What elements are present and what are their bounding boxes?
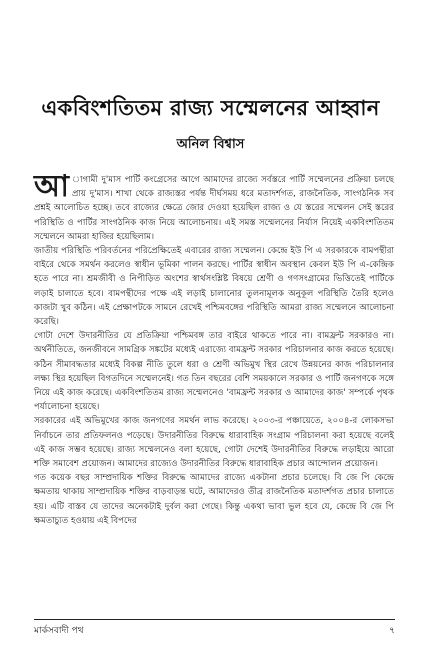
- paragraph: জাতীয় পরিস্থিতি পরিবর্তনের পরিপ্রেক্ষিতেই এবারের রাজ্য সম্মেলন। কেন্দ্রে ইউ পি এ সরকারকে বামপন্থীরা বাইরে থেকে সমর্থন করলেও স্বাধীন ভূমিকা পালন করছে। পার্টির স্বাধীন অবস্থান কেবল ইউ পি এ-কেন্দ্রিক হতে পারে না। শ্রমজীবী ও নিপীড়িত অংশের স্বার্থসংশ্লিষ্ট বিষয়ে শ্রেণী ও গণসংগ্রামের ভিত্তিতেই পার্টিকে লড়াই চালাতে হবে। বামপন্থীদের পক্ষে এই লড়াই চালানোর তুলনামূলক অনুকূল পরিস্থিতি তৈরি হলেও কাজটা খুব কঠিন। এই প্রেক্ষাপটকে সামনে রেখেই পশ্চিমবঙ্গের পরিস্থিতি আমরা রাজ্য সম্মেলনে আলোচনা করেছি।: [34, 246, 394, 328]
- author-name: অনিল বিশ্বাস: [176, 137, 245, 152]
- journal-name: মার্কসবাদী পথ: [34, 626, 84, 636]
- paragraph: [34, 169, 394, 244]
- paragraph: গোটা দেশে উদারনীতির যে প্রতিক্রিয়া পশ্চিমবঙ্গ তার বাইরে থাকতে পারে না। বামফ্রন্ট সরকারও না। অর্থনীতিতে, জনজীবনে সামগ্রিক সঙ্কটের মধ্যেই এরাজ্যে বামফ্রন্ট সরকার পরিচালনার কাজ করতে হয়েছে। কঠিন সীমাবদ্ধতার মধ্যেই বিকল্প নীতি তুলে ধরা ও শ্রেণী অভিমুখ স্থির রেখে উন্নয়নের কাজ পরিচালনার লক্ষ্য স্থির হয়েছিল বিগতদিনে সম্মেলনেই। গত তিন বছরের বেশি সময়কালে সরকার ও পার্টি জনগণকে সঙ্গে নিয়ে এই কাজ করেছে। একবিংশতিতম রাজ্য সম্মেলনেও 'বামফ্রন্ট সরকার ও আমাদের কাজ' সম্পর্কে পৃথক পর্যালোচনা হয়েছে।: [34, 331, 394, 413]
- page-footer: [34, 619, 395, 638]
- article-title: একবিংশতিতম রাজ্য সম্মেলনের আহ্বান: [41, 96, 380, 120]
- drop-cap: আ: [34, 169, 69, 204]
- article-body: [34, 169, 394, 528]
- paragraph-text: াগামী দু'মাস পার্টি কংগ্রেসের আগে আমাদের রাজ্যে সর্বস্তরে পার্টি সম্মেলনের প্রক্রিয়া চলছে প্রায় দু'মাস। শাখা থেকে রাজ্যস্তর পর্যন্ত দীর্ঘসময় ধরে মতাদর্শগত, রাজনৈতিক, সাংগঠনিক সব প্রশ্নই আলোচিত হচ্ছে। তবে রাজ্যের ক্ষেত্রে জোর দেওয়া হয়েছিল রাজ্য ও যে স্তরের সম্মেলন সেই স্তরের পরিস্থিতি ও পার্টির সাংগঠনিক কাজ নিয়ে আলোচনায়। এই সমস্ত সম্মেলনের নির্যাস নিয়েই একবিংশতিতম সম্মেলনে আমরা হাজির হয়েছিলাম।: [34, 175, 394, 242]
- paragraph: সরকারের এই অভিমুখের কাজ জনগণের সমর্থন লাভ করেছে। ২০০৩-র পঞ্চায়েতে, ২০০৪-র লোকসভা নির্বাচনে তার প্রতিফলনও পড়েছে। উদারনীতির বিরুদ্ধে ধারাবাহিক সংগ্রাম পরিচালনা করা হয়েছে বলেই এই কাজ সম্ভব হয়েছে। রাজ্য সম্মেলনেও বলা হয়েছে, গোটা দেশেই উদারনীতির বিরুদ্ধে লড়াইয়ে আরো শক্তি সমাবেশ প্রয়োজন। আমাদের রাজ্যেও উদারনীতির বিরুদ্ধে ধারাবাহিক প্রচার আন্দোলন প্রয়োজন।: [34, 416, 394, 470]
- paragraph: গত কয়েক বছর সাম্প্রদায়িক শক্তির বিরুদ্ধে আমাদের রাজ্যে একটানা প্রচার চলেছে। বি জে পি কেন্দ্রে ক্ষমতায় থাকায় সাম্প্রদায়িক শক্তির বাড়বাড়ন্ত ঘটে, আমাদেরও তীব্র রাজনৈতিক মতাদর্শগত প্রচার চালাতে হয়। এটি বাস্তব যে তাদের অনেকটাই দুর্বল করা গেছে। কিন্তু একথা ভাবা ভুল হবে যে, কেন্দ্রে বি জে পি ক্ষমতাচ্যুত হওয়ায় এই বিপদের: [34, 473, 394, 526]
- page-number: ৭: [389, 626, 395, 636]
